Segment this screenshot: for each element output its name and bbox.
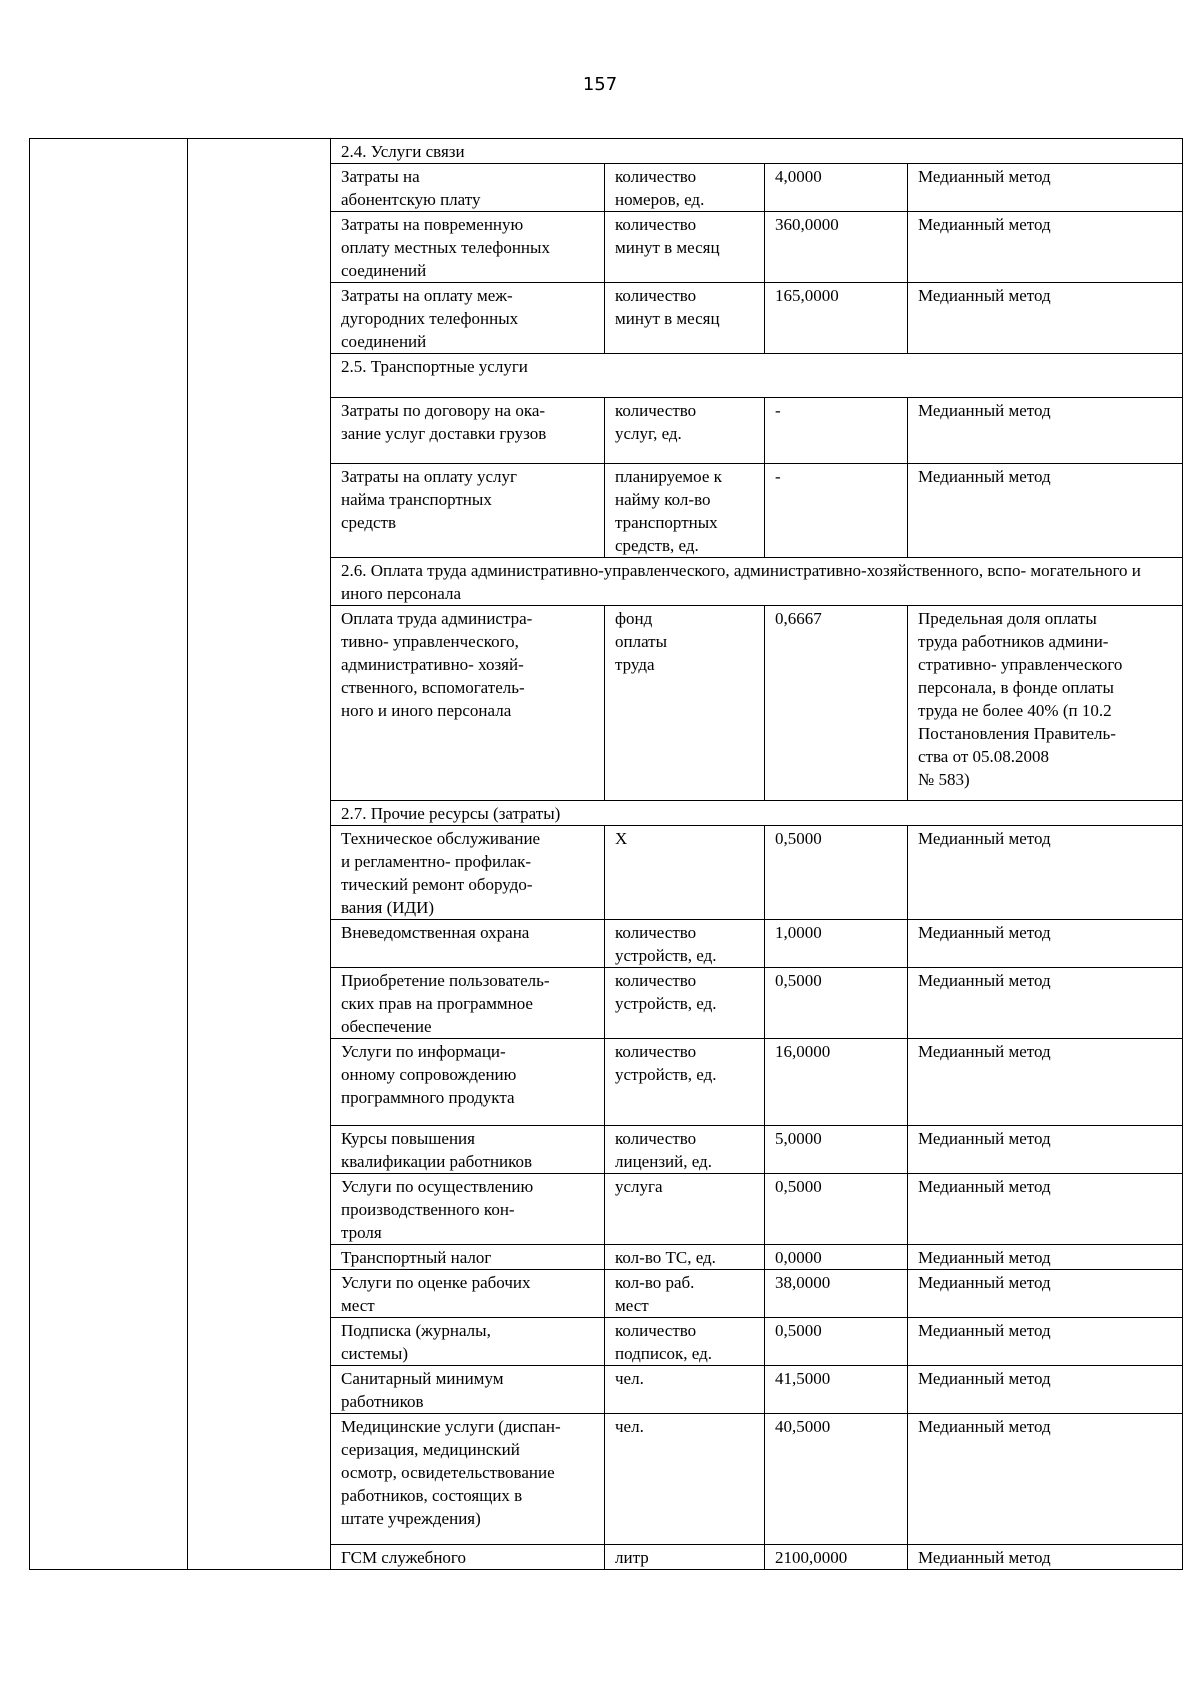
second-column-cell <box>188 139 331 1570</box>
norm-value <box>765 164 908 212</box>
calculation-method-text: Медианный метод <box>918 923 1051 942</box>
unit-of-measure <box>605 1318 765 1366</box>
unit-of-measure-text: количество услуг, ед. <box>615 401 697 443</box>
calculation-method-text: Медианный метод <box>918 467 1051 486</box>
norm-value-text: 0,6667 <box>775 609 822 628</box>
norm-value <box>765 1039 908 1126</box>
cost-item-name-text: Подписка (журналы, системы) <box>341 1321 491 1363</box>
calculation-method-text: Медианный метод <box>918 1417 1051 1436</box>
cost-item-name <box>331 826 605 920</box>
norm-value <box>765 464 908 558</box>
calculation-method <box>908 1366 1183 1414</box>
unit-of-measure <box>605 212 765 283</box>
calculation-method-text: Медианный метод <box>918 1321 1051 1340</box>
cost-item-name-text: Услуги по информаци- онному сопровождению программного продукта <box>341 1042 517 1107</box>
unit-of-measure <box>605 968 765 1039</box>
norm-value <box>765 606 908 801</box>
unit-of-measure-text: кол-во ТС, ед. <box>615 1248 716 1267</box>
norm-value-text: 0,5000 <box>775 971 822 990</box>
unit-of-measure-text: количество устройств, ед. <box>615 971 717 1013</box>
norm-value <box>765 1318 908 1366</box>
cost-item-name <box>331 398 605 464</box>
cost-item-name <box>331 283 605 354</box>
calculation-method-text: Медианный метод <box>918 1369 1051 1388</box>
norm-value <box>765 398 908 464</box>
norm-value-text: 0,0000 <box>775 1248 822 1267</box>
norm-value-text: 0,5000 <box>775 1177 822 1196</box>
unit-of-measure-text: планируемое к найму кол-во транспортных средств, ед. <box>615 467 722 555</box>
norm-value <box>765 1126 908 1174</box>
unit-of-measure <box>605 1366 765 1414</box>
norm-value <box>765 968 908 1039</box>
calculation-method-text: Медианный метод <box>918 167 1051 186</box>
cost-item-name <box>331 968 605 1039</box>
cost-item-name-text: Санитарный минимум работников <box>341 1369 504 1411</box>
norm-value <box>765 1270 908 1318</box>
cost-item-name-text: Медицинские услуги (диспан- серизация, медицинский осмотр, освидетельствование работников, состоящих в штате учреждения) <box>341 1417 561 1528</box>
cost-item-name-text: Затраты на повременную оплату местных телефонных соединений <box>341 215 550 280</box>
unit-of-measure <box>605 826 765 920</box>
unit-of-measure <box>605 920 765 968</box>
calculation-method-text: Медианный метод <box>918 1042 1051 1061</box>
norm-value-text: - <box>775 401 781 420</box>
norm-value-text: 5,0000 <box>775 1129 822 1148</box>
cost-item-name <box>331 1039 605 1126</box>
cost-item-name <box>331 212 605 283</box>
section-heading: 2.7. Прочие ресурсы (затраты) <box>331 801 1183 826</box>
cost-item-name-text: Транспортный налог <box>341 1248 492 1267</box>
section-heading: 2.5. Транспортные услуги <box>331 354 1183 398</box>
cost-item-name-text: Услуги по осуществлению производственного кон- троля <box>341 1177 534 1242</box>
norm-value-text: 16,0000 <box>775 1042 831 1061</box>
unit-of-measure-text: количество минут в месяц <box>615 286 720 328</box>
cost-item-name <box>331 606 605 801</box>
calculation-method <box>908 1245 1183 1270</box>
norm-value-text: 0,5000 <box>775 829 822 848</box>
unit-of-measure-text: количество номеров, ед. <box>615 167 705 209</box>
left-column-cell <box>30 139 188 1570</box>
norm-value-text: 4,0000 <box>775 167 822 186</box>
norm-value-text: 40,5000 <box>775 1417 831 1436</box>
unit-of-measure <box>605 164 765 212</box>
norm-value-text: 360,0000 <box>775 215 839 234</box>
unit-of-measure-text: литр <box>615 1548 649 1567</box>
cost-item-name-text: ГСМ служебного <box>341 1548 466 1567</box>
norm-value-text: 165,0000 <box>775 286 839 305</box>
norm-value <box>765 826 908 920</box>
unit-of-measure-text: количество минут в месяц <box>615 215 720 257</box>
cost-item-name <box>331 1174 605 1245</box>
calculation-method <box>908 464 1183 558</box>
cost-item-name-text: Приобретение пользователь- ских прав на программное обеспечение <box>341 971 550 1036</box>
norm-value <box>765 1366 908 1414</box>
norm-value-text: - <box>775 467 781 486</box>
cost-item-name-text: Курсы повышения квалификации работников <box>341 1129 533 1171</box>
cost-item-name <box>331 1245 605 1270</box>
calculation-method <box>908 826 1183 920</box>
calculation-method-text: Медианный метод <box>918 1273 1051 1292</box>
calculation-method <box>908 1270 1183 1318</box>
unit-of-measure <box>605 464 765 558</box>
unit-of-measure <box>605 1174 765 1245</box>
cost-item-name-text: Оплата труда администра- тивно- управленческого, административно- хозяй- ственного, вспомогатель- ного и иного персонала <box>341 609 533 720</box>
norm-value <box>765 283 908 354</box>
unit-of-measure <box>605 398 765 464</box>
section-heading: 2.6. Оплата труда административно-управленческого, административно-хозяйственного, вспо- могательного и иного персонала <box>331 558 1183 606</box>
calculation-method <box>908 920 1183 968</box>
calculation-method <box>908 212 1183 283</box>
cost-item-name-text: Затраты на оплату услуг найма транспортных средств <box>341 467 518 532</box>
cost-item-name <box>331 1318 605 1366</box>
cost-item-name-text: Затраты на оплату меж- дугородних телефонных соединений <box>341 286 519 351</box>
cost-item-name-text: Услуги по оценке рабочих мест <box>341 1273 531 1315</box>
calculation-method-text: Медианный метод <box>918 1248 1051 1267</box>
calculation-method <box>908 1545 1183 1570</box>
unit-of-measure <box>605 606 765 801</box>
unit-of-measure <box>605 1245 765 1270</box>
calculation-method-text: Медианный метод <box>918 1129 1051 1148</box>
cost-norms-table <box>29 138 1183 1570</box>
calculation-method-text: Медианный метод <box>918 1177 1051 1196</box>
unit-of-measure <box>605 1270 765 1318</box>
unit-of-measure-text: количество подписок, ед. <box>615 1321 712 1363</box>
cost-item-name-text: Техническое обслуживание и регламентно- профилак- тический ремонт оборудо- вания (ИДИ) <box>341 829 541 917</box>
norm-value <box>765 1414 908 1545</box>
calculation-method <box>908 164 1183 212</box>
cost-item-name <box>331 1270 605 1318</box>
norm-value <box>765 1545 908 1570</box>
calculation-method <box>908 1174 1183 1245</box>
calculation-method-text: Медианный метод <box>918 971 1051 990</box>
cost-item-name <box>331 1414 605 1545</box>
section-heading: 2.4. Услуги связи <box>331 139 1183 164</box>
norm-value-text: 2100,0000 <box>775 1548 848 1567</box>
cost-item-name <box>331 1126 605 1174</box>
unit-of-measure-text: чел. <box>615 1369 644 1388</box>
unit-of-measure-text: фонд оплаты труда <box>615 609 668 674</box>
calculation-method <box>908 968 1183 1039</box>
unit-of-measure-text: количество лицензий, ед. <box>615 1129 712 1171</box>
norm-value <box>765 1245 908 1270</box>
calculation-method <box>908 1039 1183 1126</box>
norm-value-text: 1,0000 <box>775 923 822 942</box>
norm-value <box>765 1174 908 1245</box>
unit-of-measure <box>605 283 765 354</box>
calculation-method <box>908 398 1183 464</box>
norm-value <box>765 212 908 283</box>
calculation-method-text: Медианный метод <box>918 286 1051 305</box>
calculation-method-text: Медианный метод <box>918 401 1051 420</box>
unit-of-measure-text: количество устройств, ед. <box>615 923 717 965</box>
unit-of-measure-text: услуга <box>615 1177 663 1196</box>
unit-of-measure <box>605 1545 765 1570</box>
cost-item-name-text: Вневедомственная охрана <box>341 923 530 942</box>
unit-of-measure-text: Х <box>615 829 628 848</box>
calculation-method <box>908 606 1183 801</box>
calculation-method-text: Предельная доля оплаты труда работников админи- стративно- управленческого персонала, в фонде оплаты труда не более 40% (п 10.2 Постановления Правитель- ства от 05.08.2008 № 583) <box>918 609 1123 789</box>
norm-value-text: 38,0000 <box>775 1273 831 1292</box>
cost-item-name <box>331 464 605 558</box>
calculation-method-text: Медианный метод <box>918 1548 1051 1567</box>
calculation-method <box>908 1318 1183 1366</box>
page-number: 157 <box>582 74 618 95</box>
unit-of-measure <box>605 1126 765 1174</box>
norm-value-text: 41,5000 <box>775 1369 831 1388</box>
cost-item-name <box>331 920 605 968</box>
calculation-method-text: Медианный метод <box>918 215 1051 234</box>
calculation-method-text: Медианный метод <box>918 829 1051 848</box>
unit-of-measure <box>605 1414 765 1545</box>
calculation-method <box>908 1414 1183 1545</box>
section-heading-row <box>30 139 1183 164</box>
cost-item-name <box>331 1366 605 1414</box>
cost-item-name <box>331 164 605 212</box>
unit-of-measure-text: количество устройств, ед. <box>615 1042 717 1084</box>
cost-item-name-text: Затраты по договору на ока- зание услуг доставки грузов <box>341 401 547 443</box>
unit-of-measure-text: чел. <box>615 1417 644 1436</box>
unit-of-measure-text: кол-во раб. мест <box>615 1273 695 1315</box>
calculation-method <box>908 1126 1183 1174</box>
cost-item-name-text: Затраты на абонентскую плату <box>341 167 481 209</box>
norm-value <box>765 920 908 968</box>
unit-of-measure <box>605 1039 765 1126</box>
cost-item-name <box>331 1545 605 1570</box>
norm-value-text: 0,5000 <box>775 1321 822 1340</box>
calculation-method <box>908 283 1183 354</box>
